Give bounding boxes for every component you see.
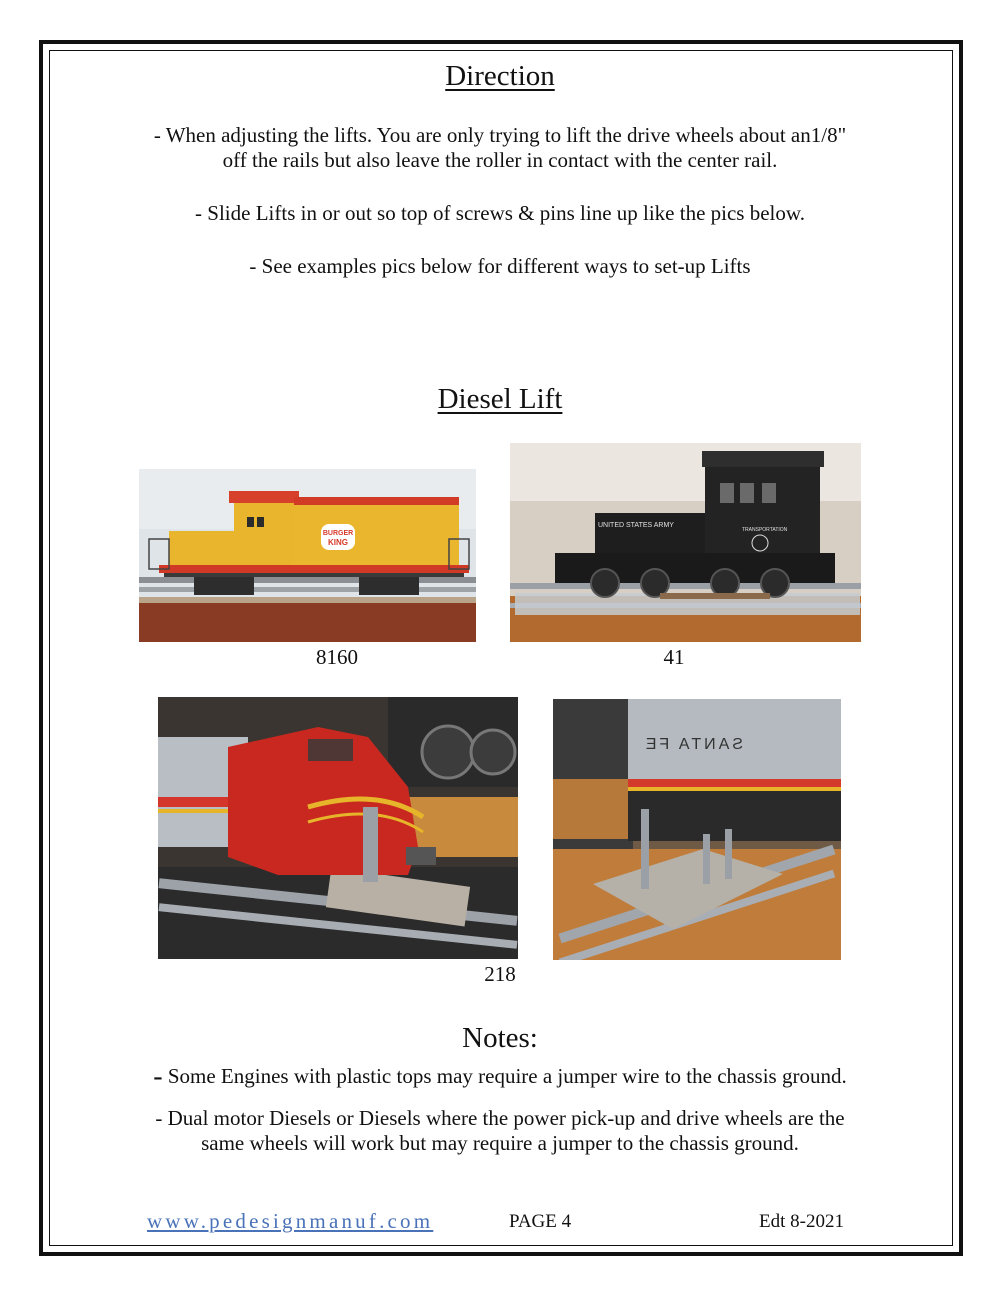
note-1 [60,1061,940,1092]
website-link[interactable]: www.pedesignmanuf.com [147,1209,434,1233]
page-number: PAGE 4 [509,1211,572,1232]
army-side-text: UNITED STATES ARMY [598,522,674,529]
note-2 [60,1106,940,1156]
direction-paragraph-1 [100,123,900,173]
direction-heading: Direction [445,60,555,92]
photo-8160-locomotive [139,469,476,642]
photo-41-locomotive [510,443,861,642]
burger-king-logo-bottom: KING [328,538,348,547]
direction-paragraph-3: - See examples pics below for different ways to set-up Lifts [249,254,751,278]
edition-label: Edt 8-2021 [759,1211,844,1232]
note-2-line2: same wheels will work but may require a jumper to the chassis ground. [201,1131,799,1155]
army-transportation-text: TRANSPORTATION [742,527,788,533]
direction-p1-line2: off the rails but also leave the roller in contact with the center rail. [222,148,778,172]
note-2-line1: - Dual motor Diesels or Diesels where the power pick-up and drive wheels are the [155,1106,845,1130]
direction-paragraph-2: - Slide Lifts in or out so top of screws & pins line up like the pics below. [195,201,805,225]
photo-santa-fe-lift-detail [553,699,841,960]
note-1-dash: - [153,1061,163,1092]
direction-p1-line1: - When adjusting the lifts. You are only trying to lift the drive wheels about an1/8" [153,123,847,147]
burger-king-logo-top: BURGER [322,530,354,537]
photo-218-locomotive [158,697,518,959]
photo-218-caption: 218 [484,962,516,986]
note-1-text: Some Engines with plastic tops may require a jumper wire to the chassis ground. [167,1064,847,1088]
diesel-lift-heading: Diesel Lift [437,383,563,415]
photo-8160-caption: 8160 [316,645,358,669]
photo-41-caption: 41 [663,645,685,669]
santa-fe-lettering: SANTA FE [642,736,743,753]
notes-title: Notes: [462,1022,538,1054]
